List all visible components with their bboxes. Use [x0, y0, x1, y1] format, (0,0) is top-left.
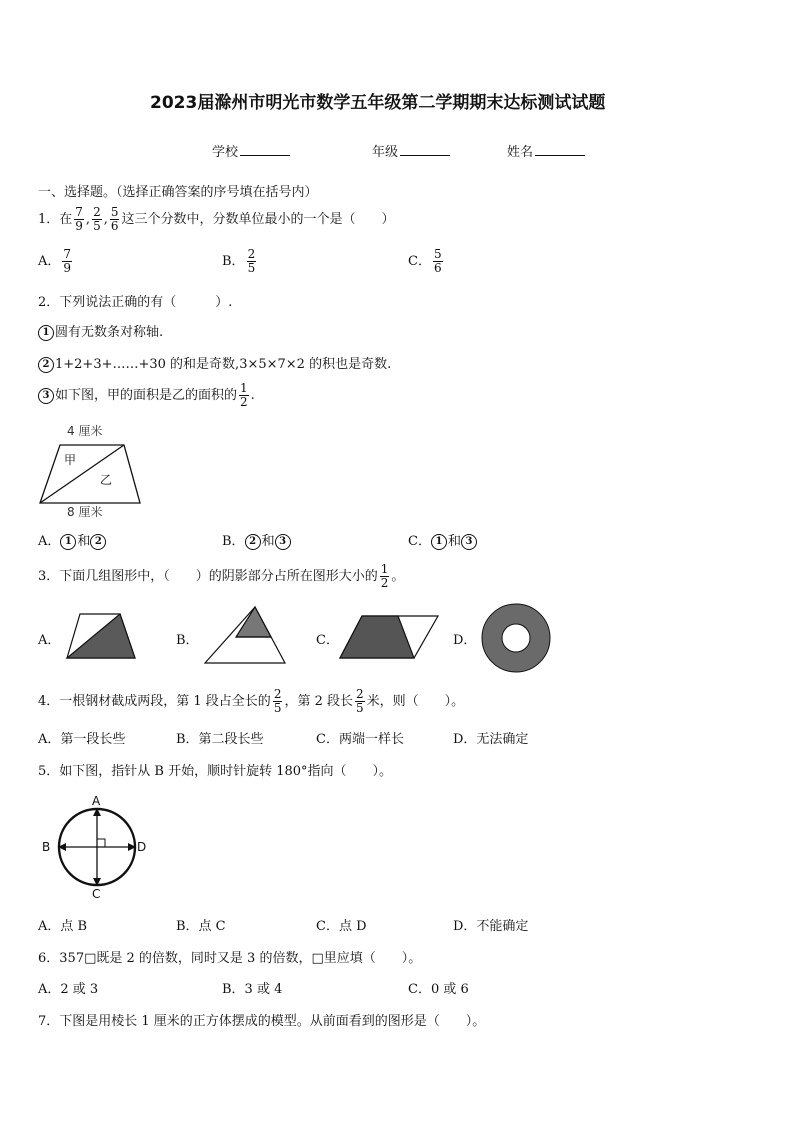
- denominator: 9: [75, 219, 83, 234]
- q3-figure-a[interactable]: [65, 612, 137, 660]
- q5-option-c[interactable]: C．点 D: [316, 919, 367, 934]
- q3-figure-d[interactable]: [480, 602, 552, 674]
- statement-end: .: [250, 388, 255, 404]
- option-label: A．: [38, 254, 61, 270]
- q1-fraction-1: [74, 206, 84, 233]
- q1-prefix: 1．在: [38, 212, 73, 228]
- denominator: 6: [433, 261, 442, 276]
- q2-option-c[interactable]: [408, 530, 478, 550]
- circled-number: 3: [275, 534, 291, 550]
- statement-text: 如下图，甲的面积是乙的面积的: [55, 388, 238, 404]
- circled-number-1: 1: [38, 325, 54, 341]
- right-angle-mark: [97, 839, 105, 847]
- q1-fraction-3: [110, 206, 120, 233]
- circled-number: 1: [431, 534, 447, 550]
- half-fraction: [239, 382, 249, 409]
- numerator: 7: [63, 247, 72, 261]
- q2-statement-2: [38, 353, 391, 373]
- trapezoid-figure: [30, 420, 160, 522]
- q5-option-d[interactable]: D．不能确定: [453, 919, 529, 934]
- circled-number: 1: [60, 534, 76, 550]
- q4-option-b[interactable]: B．第二段长些: [176, 732, 264, 747]
- numerator: 2: [273, 687, 282, 701]
- section-heading: 一、选择题。（选择正确答案的序号填在括号内）: [38, 185, 318, 200]
- grade-field: [372, 141, 450, 160]
- denominator: 5: [273, 701, 282, 716]
- q4-option-c[interactable]: C．两端一样长: [316, 732, 404, 747]
- question-1: 1．在 $\frac{7}{9}$ , $\frac{2}{5}$ , $\frac{5}{6}$ 这三个分数中，分数单位最小的一个是（ ）: [38, 205, 395, 234]
- q2-statement-3: [38, 382, 255, 409]
- denominator: 5: [247, 261, 256, 276]
- name-blank[interactable]: [535, 155, 585, 156]
- circled-number: 2: [245, 534, 261, 550]
- q3-option-b-label[interactable]: B．: [176, 633, 199, 648]
- school-label: 学校: [212, 145, 239, 160]
- denominator: 2: [380, 576, 389, 591]
- half-fraction: [380, 563, 390, 590]
- and-text: 和: [77, 534, 91, 549]
- label-jia: 甲: [64, 453, 77, 467]
- option-label: B．: [222, 534, 245, 549]
- question-5: 5．如下图，指针从 B 开始，顺时针旋转 180°指向（ ）。: [38, 764, 393, 779]
- q3-option-a-label[interactable]: A．: [38, 633, 61, 648]
- q4-post: 米，则（ ）。: [366, 694, 465, 710]
- inner-circle: [502, 624, 530, 652]
- question-3: [38, 563, 404, 590]
- q3-stem: 3．下面几组图形中，（ ）的阴影部分占所在图形大小的: [38, 569, 378, 585]
- circled-number-3: 3: [38, 388, 54, 404]
- q6-option-c[interactable]: C．0 或 6: [408, 982, 469, 997]
- q1-option-c[interactable]: [408, 248, 445, 275]
- statement-text: 1+2+3+……+30 的和是奇数,3×5×7×2 的积也是奇数.: [55, 357, 392, 372]
- option-label: C．: [408, 254, 431, 270]
- q1-option-a[interactable]: [38, 248, 74, 275]
- q3-option-d-label[interactable]: D．: [453, 633, 477, 648]
- and-text: 和: [447, 534, 461, 549]
- grade-blank[interactable]: [400, 155, 450, 156]
- option-fraction: [62, 248, 72, 275]
- q1-fraction-2: [92, 206, 102, 233]
- q6-option-b[interactable]: B．3 或 4: [222, 982, 283, 997]
- point-c-label: C: [92, 887, 101, 901]
- numerator: 7: [75, 205, 83, 219]
- q6-option-a[interactable]: A．2 或 3: [38, 982, 99, 997]
- q5-option-a[interactable]: A．点 B: [38, 919, 88, 934]
- denominator: 2: [240, 395, 248, 410]
- numerator: 1: [240, 381, 248, 395]
- top-length-label: 4 厘米: [67, 424, 103, 438]
- point-a-label: A: [92, 794, 101, 808]
- question-6: 6．357□既是 2 的倍数，同时又是 3 的倍数，□里应填（ ）。: [38, 951, 422, 966]
- trapezoid-outline: [40, 445, 140, 503]
- q3-end: 。: [391, 569, 405, 585]
- circled-number: 2: [90, 534, 106, 550]
- q3-figure-c[interactable]: [338, 614, 440, 660]
- school-blank[interactable]: [240, 155, 290, 156]
- q2-statement-1: [38, 321, 163, 341]
- numerator: 1: [380, 562, 389, 576]
- name-label: 姓名: [507, 145, 534, 160]
- name-field: [507, 141, 585, 160]
- q4-option-d[interactable]: D．无法确定: [453, 732, 529, 747]
- denominator: 5: [356, 701, 364, 716]
- q4-mid: ，第 2 段长: [284, 694, 353, 710]
- label-yi: 乙: [100, 473, 113, 487]
- point-d-label: D: [137, 840, 147, 854]
- page-title: 2023届滁州市明光市数学五年级第二学期期末达标测试试题: [150, 93, 606, 113]
- q4-fraction-1: [273, 688, 283, 715]
- question-7: 7．下图是用棱长 1 厘米的正方体摆成的模型。从前面看到的图形是（ ）。: [38, 1014, 486, 1029]
- grade-label: 年级: [372, 145, 399, 160]
- option-label: A．: [38, 534, 61, 549]
- school-field: [212, 141, 290, 160]
- q1-option-b[interactable]: [222, 248, 258, 275]
- question-4: [38, 688, 464, 715]
- option-label: C．: [408, 534, 431, 549]
- q3-option-c-label[interactable]: C．: [316, 633, 339, 648]
- bottom-length-label: 8 厘米: [67, 505, 103, 519]
- option-fraction: [247, 248, 257, 275]
- numerator: 5: [110, 205, 119, 219]
- q4-fraction-2: [355, 688, 365, 715]
- numerator: 2: [93, 205, 101, 219]
- numerator: 2: [356, 687, 364, 701]
- q2-option-a[interactable]: [38, 530, 107, 550]
- q4-pre: 4．一根钢材截成两段，第 1 段占全长的: [38, 694, 271, 710]
- denominator: 9: [63, 261, 72, 276]
- numerator: 2: [247, 247, 256, 261]
- question-2: 2．下列说法正确的有（ ）.: [38, 295, 233, 310]
- q1-suffix: 这三个分数中，分数单位最小的一个是（ ）: [121, 212, 395, 228]
- denominator: 6: [110, 219, 119, 234]
- circled-number-2: 2: [38, 357, 54, 373]
- option-label: B．: [222, 254, 245, 270]
- q3-figure-b[interactable]: [203, 605, 287, 665]
- point-b-label: B: [42, 840, 51, 854]
- numerator: 5: [433, 247, 442, 261]
- q4-option-a[interactable]: A．第一段长些: [38, 732, 126, 747]
- denominator: 5: [93, 219, 101, 234]
- q2-option-b[interactable]: [222, 530, 292, 550]
- and-text: 和: [261, 534, 275, 549]
- circled-number: 3: [461, 534, 477, 550]
- q5-option-b[interactable]: B．点 C: [176, 919, 226, 934]
- option-fraction: [433, 248, 443, 275]
- statement-text: 圆有无数条对称轴.: [55, 325, 164, 340]
- clock-dial-figure: [40, 792, 155, 900]
